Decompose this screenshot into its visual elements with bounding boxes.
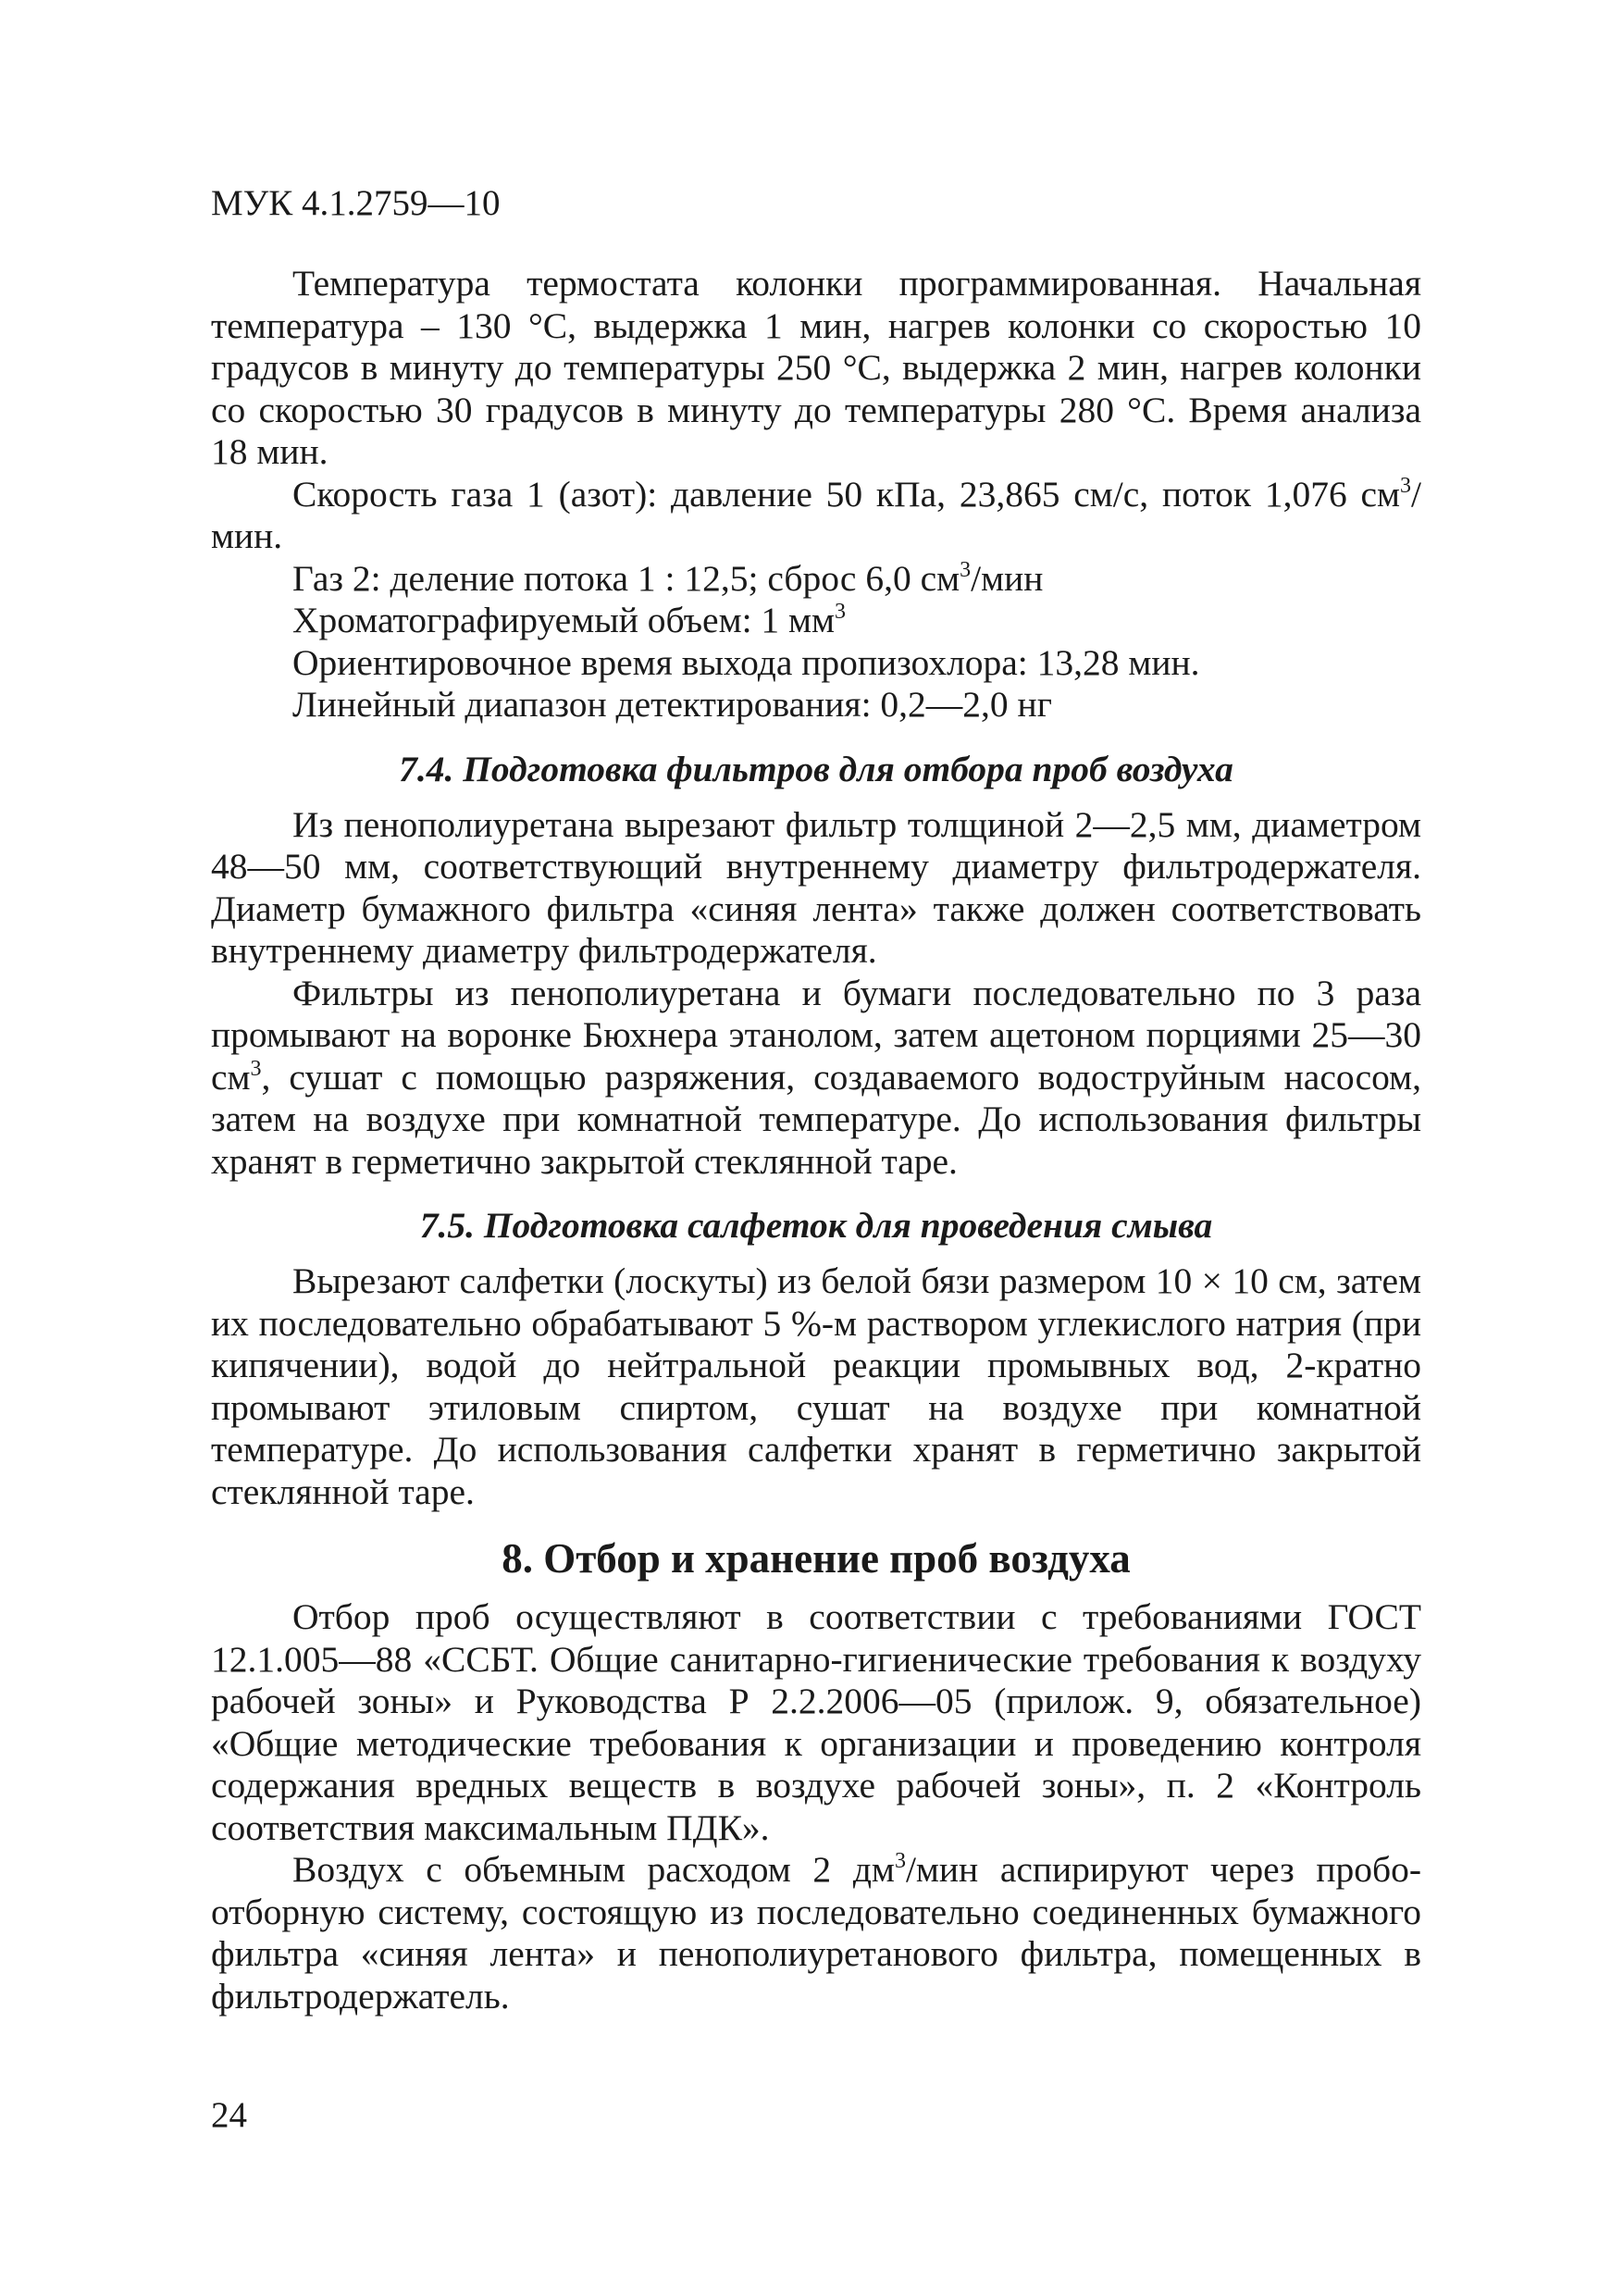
paragraph-linear-range: Линейный диапазон детектирования: 0,2—2,0 нг	[292, 684, 1052, 725]
paragraph-gas-2: Газ 2: деление потока 1 : 12,5; сброс 6,0 $см^3$/мин	[292, 557, 1044, 599]
paragraph-filter-washing: Фильтры из пенополиуретана и бумаги последовательно по 3 раза промывают на воронке Бюхнера этанолом, затем ацетоном порциями 25—30 $см^3$, сушат с помощью разряжения, создаваемого водоструйным насосом, затем на воздухе при комнатной температуре. До использования фильтры хранят в герметично закрытой стеклянной таре.	[211, 972, 1421, 1182]
paragraph-injection-volume: Хроматографируемый объем: 1 $мм^3$	[292, 600, 847, 640]
subsection-heading-7-4: 7.4. Подготовка фильтров для отбора проб воздуха	[399, 748, 1233, 789]
paragraph-wipes-preparation: Вырезают салфетки (лоскуты) из белой бязи размером 10 × 10 см, затем их последовательно обрабатывают 5 %-м раствором углекислого натрия (при кипячении), водой до нейтральной реакции промывных вод, 2-кратно промывают этиловым спиртом, сушат на воздухе при комнатной температуре. До использования салфетки хранят в герметично закрытой стеклянной таре.	[211, 1260, 1421, 1512]
paragraph-temperature-program: Температура термостата колонки программированная. Начальная температура – 130 °С, выдержка 1 мин, нагрев колонки со скоростью 10 градусов в минуту до температуры 250 °С, выдержка 2 мин, нагрев колонки со скоростью 30 градусов в минуту до температуры 280 °С. Время анализа 18 мин.	[211, 263, 1421, 472]
page-body	[211, 181, 1421, 2017]
paragraph-gas-1: Скорость газа 1 (азот): давление 50 кПа, 23,865 см/с, поток 1,076 $см^3$/мин.	[211, 473, 1421, 556]
paragraph-air-aspiration: Воздух с объемным расходом 2 $дм^3$/мин аспирируют через пробоотборную систему, состоящую из последовательно соединенных бумажного фильтра «синяя лента» и пенополиуретанового фильтра, помещенных в фильтродержатель.	[211, 1849, 1421, 2017]
superscript: 3	[894, 1849, 906, 1873]
paragraph-retention-time: Ориентировочное время выхода пропизохлора: 13,28 мин.	[292, 641, 1200, 683]
superscript: 3	[960, 557, 972, 582]
subsection-heading-7-5: 7.5. Подготовка салфеток для проведения смыва	[419, 1205, 1213, 1246]
superscript: 3	[835, 600, 847, 624]
superscript: 3	[250, 1056, 262, 1081]
superscript: 3	[1400, 473, 1412, 498]
running-head: МУК 4.1.2759—10	[211, 183, 501, 223]
page-number: 24	[211, 2095, 247, 2135]
section-heading-8: 8. Отбор и хранение проб воздуха	[502, 1535, 1131, 1582]
paragraph-sampling-standards: Отбор проб осуществляют в соответствии с требованиями ГОСТ 12.1.005—88 «ССБТ. Общие санитарно-гигиенические требования к воздуху рабочей зоны» и Руководства Р 2.2.2006—05 (прилож. 9, обязательное) «Общие методические требования к организации и проведению контроля содержания вредных веществ в воздухе рабочей зоны», п. 2 «Контроль соответствия максимальным ПДК».	[211, 1596, 1421, 1848]
paragraph-filter-cutting: Из пенополиуретана вырезают фильтр толщиной 2—2,5 мм, диаметром 48—50 мм, соответствующий внутреннему диаметру фильтродержателя. Диаметр бумажного фильтра «синяя лента» также должен соответствовать внутреннему диаметру фильтродержателя.	[211, 803, 1421, 971]
